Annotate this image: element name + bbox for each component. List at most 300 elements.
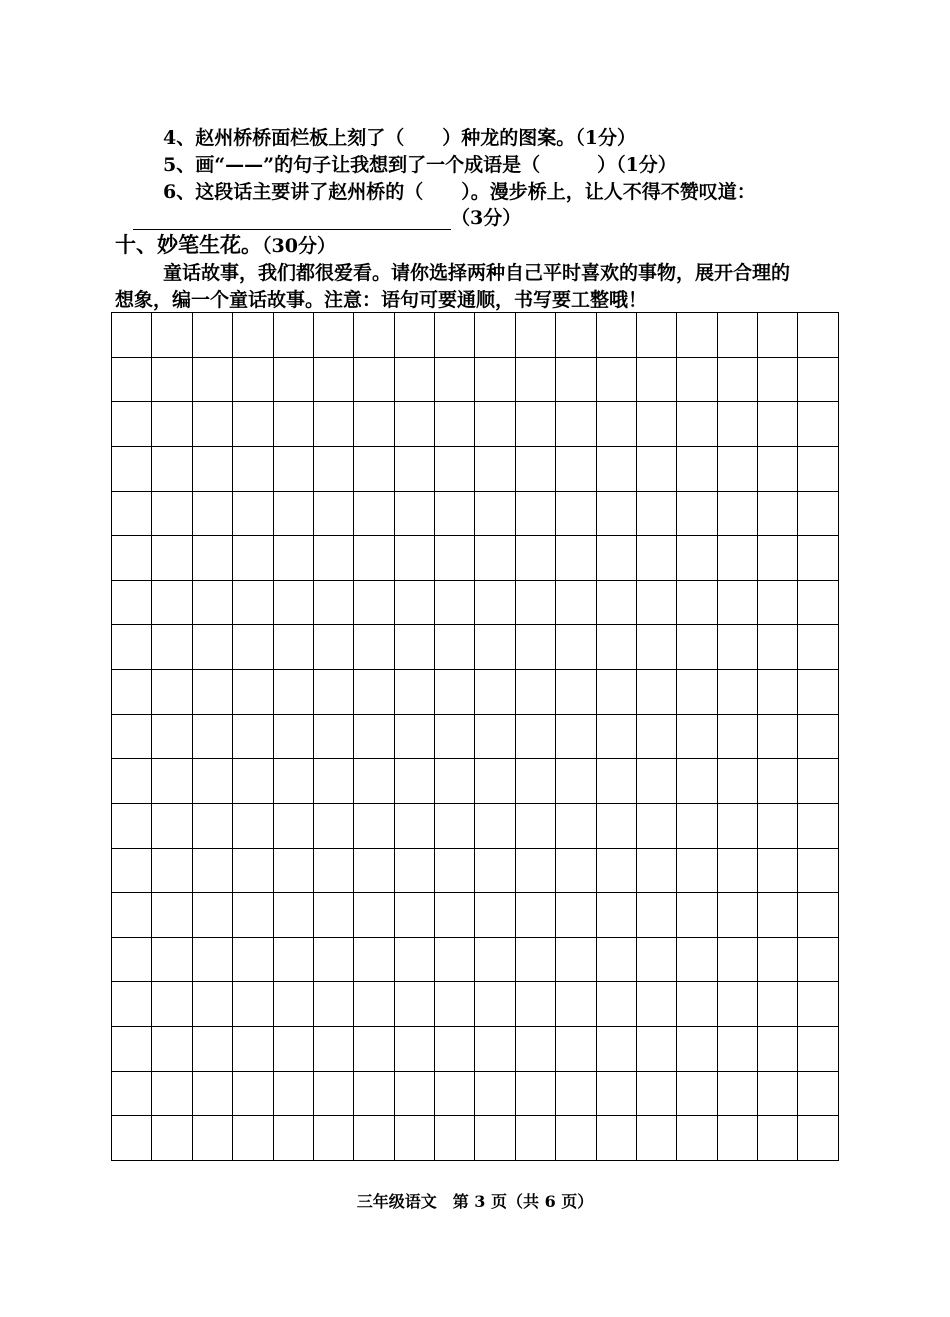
grid-cell[interactable] xyxy=(192,759,232,804)
grid-cell[interactable] xyxy=(233,714,273,759)
grid-cell[interactable] xyxy=(192,313,232,358)
grid-cell[interactable] xyxy=(192,446,232,491)
grid-cell[interactable] xyxy=(313,580,353,625)
grid-cell[interactable] xyxy=(717,1071,757,1116)
grid-cell[interactable] xyxy=(354,670,394,715)
grid-cell[interactable] xyxy=(313,1116,353,1161)
grid-cell[interactable] xyxy=(475,937,515,982)
grid-cell[interactable] xyxy=(798,536,839,581)
grid-cell[interactable] xyxy=(394,580,434,625)
grid-cell[interactable] xyxy=(677,982,717,1027)
grid-cell[interactable] xyxy=(435,893,475,938)
grid-cell[interactable] xyxy=(152,446,192,491)
grid-cell[interactable] xyxy=(394,1027,434,1072)
grid-cell[interactable] xyxy=(596,313,636,358)
grid-cell[interactable] xyxy=(515,625,555,670)
grid-cell[interactable] xyxy=(515,491,555,536)
grid-cell[interactable] xyxy=(556,1071,596,1116)
grid-cell[interactable] xyxy=(394,848,434,893)
grid-cell[interactable] xyxy=(515,313,555,358)
grid-cell[interactable] xyxy=(112,1027,152,1072)
grid-cell[interactable] xyxy=(112,1116,152,1161)
grid-cell[interactable] xyxy=(394,1116,434,1161)
grid-cell[interactable] xyxy=(112,937,152,982)
grid-cell[interactable] xyxy=(556,446,596,491)
grid-cell[interactable] xyxy=(435,670,475,715)
grid-cell[interactable] xyxy=(233,893,273,938)
grid-cell[interactable] xyxy=(798,848,839,893)
grid-cell[interactable] xyxy=(556,313,596,358)
grid-cell[interactable] xyxy=(596,357,636,402)
grid-cell[interactable] xyxy=(192,491,232,536)
grid-cell[interactable] xyxy=(152,670,192,715)
grid-cell[interactable] xyxy=(515,1027,555,1072)
grid-cell[interactable] xyxy=(233,446,273,491)
grid-cell[interactable] xyxy=(717,1027,757,1072)
grid-cell[interactable] xyxy=(596,670,636,715)
grid-cell[interactable] xyxy=(556,714,596,759)
grid-cell[interactable] xyxy=(152,982,192,1027)
grid-cell[interactable] xyxy=(798,580,839,625)
grid-cell[interactable] xyxy=(435,982,475,1027)
grid-cell[interactable] xyxy=(192,937,232,982)
grid-cell[interactable] xyxy=(596,759,636,804)
grid-cell[interactable] xyxy=(233,982,273,1027)
grid-cell[interactable] xyxy=(515,848,555,893)
grid-cell[interactable] xyxy=(354,625,394,670)
grid-cell[interactable] xyxy=(435,1071,475,1116)
grid-cell[interactable] xyxy=(475,446,515,491)
grid-cell[interactable] xyxy=(273,402,313,447)
grid-cell[interactable] xyxy=(677,625,717,670)
grid-cell[interactable] xyxy=(515,670,555,715)
grid-cell[interactable] xyxy=(717,893,757,938)
grid-cell[interactable] xyxy=(596,982,636,1027)
grid-cell[interactable] xyxy=(758,491,798,536)
grid-cell[interactable] xyxy=(596,402,636,447)
grid-cell[interactable] xyxy=(677,848,717,893)
grid-cell[interactable] xyxy=(596,446,636,491)
grid-cell[interactable] xyxy=(798,803,839,848)
grid-cell[interactable] xyxy=(394,313,434,358)
grid-cell[interactable] xyxy=(475,848,515,893)
grid-cell[interactable] xyxy=(152,1071,192,1116)
grid-cell[interactable] xyxy=(475,1116,515,1161)
grid-cell[interactable] xyxy=(192,714,232,759)
grid-cell[interactable] xyxy=(717,446,757,491)
grid-cell[interactable] xyxy=(354,759,394,804)
grid-cell[interactable] xyxy=(273,357,313,402)
grid-cell[interactable] xyxy=(394,402,434,447)
grid-cell[interactable] xyxy=(192,670,232,715)
grid-cell[interactable] xyxy=(233,937,273,982)
grid-cell[interactable] xyxy=(717,670,757,715)
grid-cell[interactable] xyxy=(112,536,152,581)
grid-cell[interactable] xyxy=(435,759,475,804)
grid-cell[interactable] xyxy=(758,1116,798,1161)
grid-cell[interactable] xyxy=(798,1116,839,1161)
grid-cell[interactable] xyxy=(394,625,434,670)
grid-cell[interactable] xyxy=(394,714,434,759)
grid-cell[interactable] xyxy=(798,446,839,491)
grid-cell[interactable] xyxy=(556,893,596,938)
grid-cell[interactable] xyxy=(112,580,152,625)
grid-cell[interactable] xyxy=(515,536,555,581)
grid-cell[interactable] xyxy=(515,357,555,402)
grid-cell[interactable] xyxy=(636,446,676,491)
grid-cell[interactable] xyxy=(192,1071,232,1116)
grid-cell[interactable] xyxy=(233,759,273,804)
grid-cell[interactable] xyxy=(313,446,353,491)
grid-cell[interactable] xyxy=(273,1027,313,1072)
grid-cell[interactable] xyxy=(758,580,798,625)
grid-cell[interactable] xyxy=(717,759,757,804)
grid-cell[interactable] xyxy=(758,357,798,402)
grid-cell[interactable] xyxy=(475,759,515,804)
grid-cell[interactable] xyxy=(233,803,273,848)
grid-cell[interactable] xyxy=(636,402,676,447)
grid-cell[interactable] xyxy=(273,893,313,938)
grid-cell[interactable] xyxy=(354,714,394,759)
grid-cell[interactable] xyxy=(758,1027,798,1072)
grid-cell[interactable] xyxy=(313,937,353,982)
grid-cell[interactable] xyxy=(758,625,798,670)
grid-cell[interactable] xyxy=(717,580,757,625)
grid-cell[interactable] xyxy=(354,402,394,447)
grid-cell[interactable] xyxy=(354,357,394,402)
grid-cell[interactable] xyxy=(596,1071,636,1116)
grid-cell[interactable] xyxy=(758,670,798,715)
grid-cell[interactable] xyxy=(273,937,313,982)
grid-cell[interactable] xyxy=(152,803,192,848)
grid-cell[interactable] xyxy=(192,1116,232,1161)
grid-cell[interactable] xyxy=(677,580,717,625)
grid-cell[interactable] xyxy=(475,982,515,1027)
grid-cell[interactable] xyxy=(354,1071,394,1116)
grid-cell[interactable] xyxy=(515,759,555,804)
grid-cell[interactable] xyxy=(112,759,152,804)
grid-cell[interactable] xyxy=(677,1071,717,1116)
grid-cell[interactable] xyxy=(192,1027,232,1072)
grid-cell[interactable] xyxy=(798,714,839,759)
grid-cell[interactable] xyxy=(233,402,273,447)
grid-cell[interactable] xyxy=(273,1071,313,1116)
grid-cell[interactable] xyxy=(112,982,152,1027)
grid-cell[interactable] xyxy=(556,759,596,804)
grid-cell[interactable] xyxy=(152,491,192,536)
grid-cell[interactable] xyxy=(394,803,434,848)
grid-cell[interactable] xyxy=(233,670,273,715)
grid-cell[interactable] xyxy=(515,580,555,625)
grid-cell[interactable] xyxy=(273,1116,313,1161)
grid-cell[interactable] xyxy=(273,759,313,804)
grid-cell[interactable] xyxy=(556,848,596,893)
grid-cell[interactable] xyxy=(112,1071,152,1116)
grid-cell[interactable] xyxy=(152,893,192,938)
grid-cell[interactable] xyxy=(354,937,394,982)
grid-cell[interactable] xyxy=(435,937,475,982)
grid-cell[interactable] xyxy=(152,625,192,670)
grid-cell[interactable] xyxy=(273,803,313,848)
grid-cell[interactable] xyxy=(596,714,636,759)
grid-cell[interactable] xyxy=(435,625,475,670)
grid-cell[interactable] xyxy=(475,1071,515,1116)
grid-cell[interactable] xyxy=(112,625,152,670)
grid-cell[interactable] xyxy=(717,714,757,759)
grid-cell[interactable] xyxy=(233,357,273,402)
grid-cell[interactable] xyxy=(152,402,192,447)
answer-blank[interactable] xyxy=(133,209,451,230)
grid-cell[interactable] xyxy=(596,848,636,893)
grid-cell[interactable] xyxy=(677,670,717,715)
grid-cell[interactable] xyxy=(313,714,353,759)
grid-cell[interactable] xyxy=(394,937,434,982)
grid-cell[interactable] xyxy=(677,536,717,581)
grid-cell[interactable] xyxy=(435,536,475,581)
grid-cell[interactable] xyxy=(152,313,192,358)
grid-cell[interactable] xyxy=(152,848,192,893)
grid-cell[interactable] xyxy=(636,893,676,938)
grid-cell[interactable] xyxy=(112,446,152,491)
grid-cell[interactable] xyxy=(112,357,152,402)
grid-cell[interactable] xyxy=(192,848,232,893)
grid-cell[interactable] xyxy=(596,937,636,982)
grid-cell[interactable] xyxy=(717,982,757,1027)
grid-cell[interactable] xyxy=(515,1116,555,1161)
grid-cell[interactable] xyxy=(354,536,394,581)
grid-cell[interactable] xyxy=(636,982,676,1027)
grid-cell[interactable] xyxy=(313,893,353,938)
grid-cell[interactable] xyxy=(152,937,192,982)
grid-cell[interactable] xyxy=(152,714,192,759)
grid-cell[interactable] xyxy=(394,357,434,402)
grid-cell[interactable] xyxy=(313,402,353,447)
grid-cell[interactable] xyxy=(717,313,757,358)
grid-cell[interactable] xyxy=(192,536,232,581)
grid-cell[interactable] xyxy=(636,1116,676,1161)
grid-cell[interactable] xyxy=(313,491,353,536)
grid-cell[interactable] xyxy=(475,893,515,938)
grid-cell[interactable] xyxy=(152,1116,192,1161)
grid-cell[interactable] xyxy=(636,1027,676,1072)
grid-cell[interactable] xyxy=(798,670,839,715)
grid-cell[interactable] xyxy=(273,625,313,670)
grid-cell[interactable] xyxy=(798,1071,839,1116)
grid-cell[interactable] xyxy=(233,536,273,581)
grid-cell[interactable] xyxy=(112,313,152,358)
grid-cell[interactable] xyxy=(233,625,273,670)
grid-cell[interactable] xyxy=(596,625,636,670)
grid-cell[interactable] xyxy=(596,536,636,581)
grid-cell[interactable] xyxy=(435,1027,475,1072)
grid-cell[interactable] xyxy=(273,446,313,491)
grid-cell[interactable] xyxy=(475,803,515,848)
grid-cell[interactable] xyxy=(475,580,515,625)
grid-cell[interactable] xyxy=(313,357,353,402)
grid-cell[interactable] xyxy=(273,982,313,1027)
grid-cell[interactable] xyxy=(354,893,394,938)
grid-cell[interactable] xyxy=(475,670,515,715)
grid-cell[interactable] xyxy=(758,446,798,491)
grid-cell[interactable] xyxy=(313,982,353,1027)
grid-cell[interactable] xyxy=(112,670,152,715)
grid-cell[interactable] xyxy=(313,625,353,670)
grid-cell[interactable] xyxy=(435,357,475,402)
grid-cell[interactable] xyxy=(515,402,555,447)
grid-cell[interactable] xyxy=(758,402,798,447)
grid-cell[interactable] xyxy=(435,714,475,759)
grid-cell[interactable] xyxy=(192,402,232,447)
grid-cell[interactable] xyxy=(556,670,596,715)
grid-cell[interactable] xyxy=(758,313,798,358)
grid-cell[interactable] xyxy=(273,848,313,893)
grid-cell[interactable] xyxy=(435,580,475,625)
grid-cell[interactable] xyxy=(152,536,192,581)
grid-cell[interactable] xyxy=(435,446,475,491)
grid-cell[interactable] xyxy=(313,848,353,893)
grid-cell[interactable] xyxy=(636,313,676,358)
grid-cell[interactable] xyxy=(112,714,152,759)
grid-cell[interactable] xyxy=(515,803,555,848)
grid-cell[interactable] xyxy=(717,625,757,670)
grid-cell[interactable] xyxy=(394,491,434,536)
grid-cell[interactable] xyxy=(112,848,152,893)
grid-cell[interactable] xyxy=(596,893,636,938)
grid-cell[interactable] xyxy=(273,714,313,759)
grid-cell[interactable] xyxy=(717,491,757,536)
grid-cell[interactable] xyxy=(435,1116,475,1161)
grid-cell[interactable] xyxy=(233,313,273,358)
grid-cell[interactable] xyxy=(636,536,676,581)
grid-cell[interactable] xyxy=(152,1027,192,1072)
grid-cell[interactable] xyxy=(596,580,636,625)
grid-cell[interactable] xyxy=(556,803,596,848)
grid-cell[interactable] xyxy=(354,848,394,893)
grid-cell[interactable] xyxy=(636,937,676,982)
grid-cell[interactable] xyxy=(677,714,717,759)
grid-cell[interactable] xyxy=(636,1071,676,1116)
grid-cell[interactable] xyxy=(636,803,676,848)
grid-cell[interactable] xyxy=(596,491,636,536)
grid-cell[interactable] xyxy=(273,491,313,536)
grid-cell[interactable] xyxy=(112,402,152,447)
grid-cell[interactable] xyxy=(556,402,596,447)
grid-cell[interactable] xyxy=(475,1027,515,1072)
grid-cell[interactable] xyxy=(475,357,515,402)
grid-cell[interactable] xyxy=(435,313,475,358)
grid-cell[interactable] xyxy=(677,759,717,804)
grid-cell[interactable] xyxy=(758,937,798,982)
grid-cell[interactable] xyxy=(677,937,717,982)
grid-cell[interactable] xyxy=(758,536,798,581)
grid-cell[interactable] xyxy=(394,670,434,715)
grid-cell[interactable] xyxy=(233,491,273,536)
grid-cell[interactable] xyxy=(677,491,717,536)
grid-cell[interactable] xyxy=(192,580,232,625)
grid-cell[interactable] xyxy=(354,580,394,625)
grid-cell[interactable] xyxy=(758,803,798,848)
grid-cell[interactable] xyxy=(717,937,757,982)
grid-cell[interactable] xyxy=(556,1116,596,1161)
grid-cell[interactable] xyxy=(758,982,798,1027)
grid-cell[interactable] xyxy=(758,1071,798,1116)
grid-cell[interactable] xyxy=(354,313,394,358)
grid-cell[interactable] xyxy=(717,848,757,893)
grid-cell[interactable] xyxy=(192,803,232,848)
grid-cell[interactable] xyxy=(556,491,596,536)
grid-cell[interactable] xyxy=(354,1027,394,1072)
grid-cell[interactable] xyxy=(435,491,475,536)
grid-cell[interactable] xyxy=(152,357,192,402)
grid-cell[interactable] xyxy=(717,357,757,402)
grid-cell[interactable] xyxy=(273,670,313,715)
grid-cell[interactable] xyxy=(798,759,839,804)
grid-cell[interactable] xyxy=(192,625,232,670)
grid-cell[interactable] xyxy=(475,491,515,536)
grid-cell[interactable] xyxy=(556,982,596,1027)
grid-cell[interactable] xyxy=(475,625,515,670)
grid-cell[interactable] xyxy=(233,1116,273,1161)
grid-cell[interactable] xyxy=(798,1027,839,1072)
grid-cell[interactable] xyxy=(636,357,676,402)
grid-cell[interactable] xyxy=(475,402,515,447)
grid-cell[interactable] xyxy=(233,848,273,893)
grid-cell[interactable] xyxy=(515,893,555,938)
grid-cell[interactable] xyxy=(475,714,515,759)
grid-cell[interactable] xyxy=(596,1027,636,1072)
grid-cell[interactable] xyxy=(273,313,313,358)
grid-cell[interactable] xyxy=(556,536,596,581)
grid-cell[interactable] xyxy=(636,848,676,893)
grid-cell[interactable] xyxy=(475,536,515,581)
grid-cell[interactable] xyxy=(798,625,839,670)
grid-cell[interactable] xyxy=(313,313,353,358)
grid-cell[interactable] xyxy=(758,714,798,759)
grid-cell[interactable] xyxy=(112,491,152,536)
grid-cell[interactable] xyxy=(798,357,839,402)
grid-cell[interactable] xyxy=(636,670,676,715)
grid-cell[interactable] xyxy=(677,893,717,938)
grid-cell[interactable] xyxy=(354,1116,394,1161)
grid-cell[interactable] xyxy=(313,1027,353,1072)
grid-cell[interactable] xyxy=(354,982,394,1027)
grid-cell[interactable] xyxy=(758,759,798,804)
grid-cell[interactable] xyxy=(313,670,353,715)
grid-cell[interactable] xyxy=(636,491,676,536)
grid-cell[interactable] xyxy=(515,1071,555,1116)
grid-cell[interactable] xyxy=(515,937,555,982)
grid-cell[interactable] xyxy=(556,580,596,625)
grid-cell[interactable] xyxy=(515,714,555,759)
grid-cell[interactable] xyxy=(798,893,839,938)
grid-cell[interactable] xyxy=(354,491,394,536)
grid-cell[interactable] xyxy=(233,580,273,625)
grid-cell[interactable] xyxy=(636,580,676,625)
grid-cell[interactable] xyxy=(556,357,596,402)
grid-cell[interactable] xyxy=(394,1071,434,1116)
grid-cell[interactable] xyxy=(636,714,676,759)
grid-cell[interactable] xyxy=(313,803,353,848)
grid-cell[interactable] xyxy=(596,1116,636,1161)
grid-cell[interactable] xyxy=(435,848,475,893)
grid-cell[interactable] xyxy=(677,1027,717,1072)
grid-cell[interactable] xyxy=(152,580,192,625)
grid-cell[interactable] xyxy=(112,803,152,848)
grid-cell[interactable] xyxy=(556,625,596,670)
grid-cell[interactable] xyxy=(313,536,353,581)
grid-cell[interactable] xyxy=(515,446,555,491)
grid-cell[interactable] xyxy=(192,357,232,402)
